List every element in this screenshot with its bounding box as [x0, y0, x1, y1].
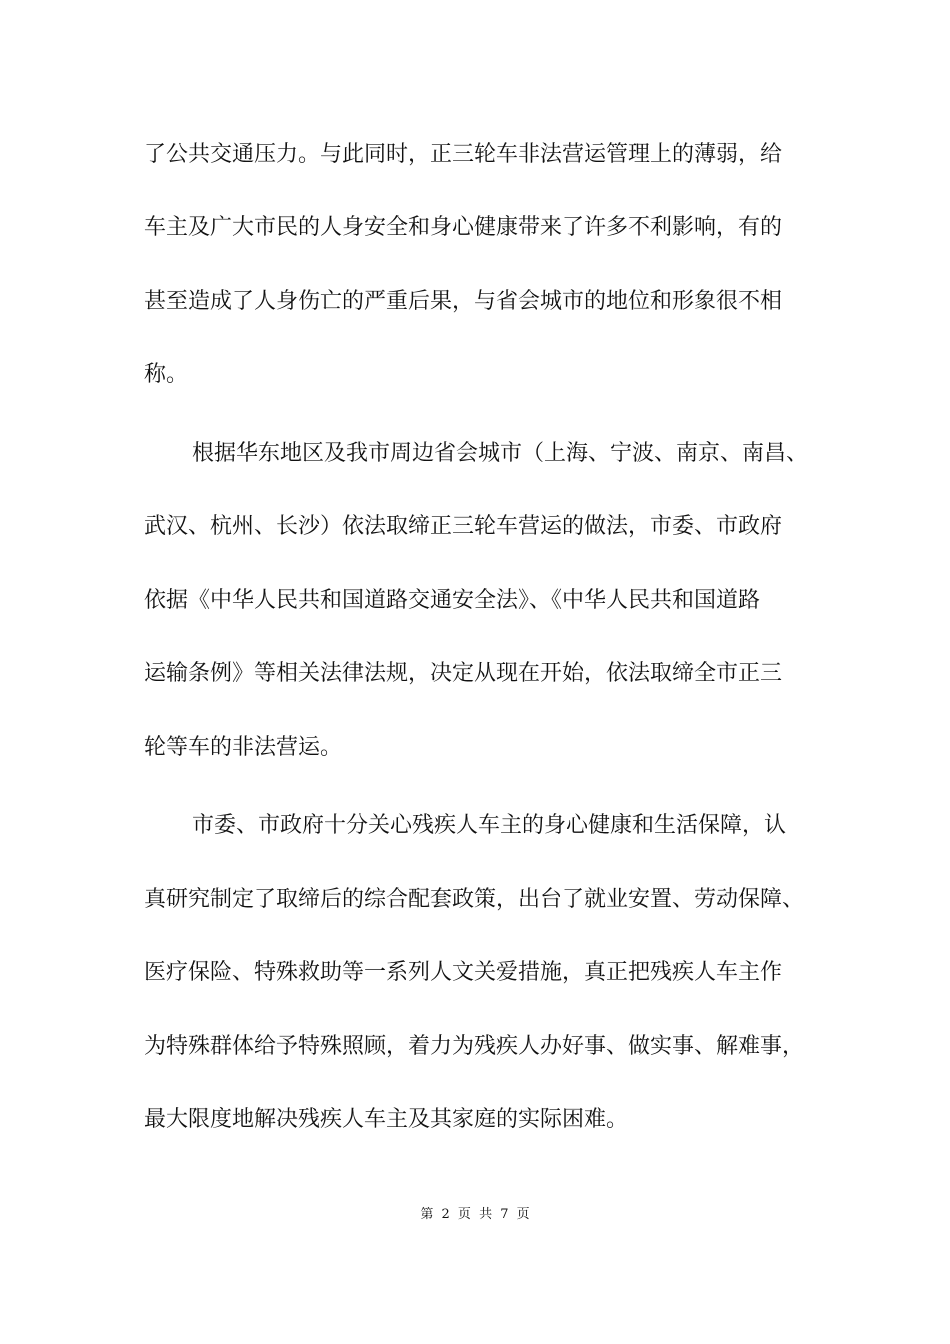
paragraph-1-line-3: 甚至造成了人身伤亡的严重后果，与省会城市的地位和形象很不相 [144, 289, 783, 314]
page-label-mid: 页 [457, 1207, 471, 1222]
page-number-footer [0, 1206, 950, 1224]
paragraph-1-line-4: 称。 [144, 362, 189, 387]
paragraph-3-line-1: 市委、市政府十分关心残疾人车主的身心健康和生活保障，认 [192, 813, 787, 838]
paragraph-2-line-2: 武汉、杭州、长沙）依法取缔正三轮车营运的做法，市委、市政府 [144, 514, 783, 539]
paragraph-3-line-5: 最大限度地解决残疾人车主及其家庭的实际困难。 [144, 1107, 629, 1132]
paragraph-2-line-3: 依据《中华人民共和国道路交通安全法》、《中华人民共和国道路 [144, 588, 761, 613]
paragraph-1-line-1: 了公共交通压力。与此同时，正三轮车非法营运管理上的薄弱，给 [144, 142, 783, 167]
paragraph-3-line-2: 真研究制定了取缔后的综合配套政策，出台了就业安置、劳动保障、 [144, 887, 805, 912]
paragraph-1-line-2: 车主及广大市民的人身安全和身心健康带来了许多不利影响，有的 [144, 215, 783, 240]
page-label-suffix: 页 [516, 1207, 530, 1222]
paragraph-3-line-3: 医疗保险、特殊救助等一系列人文关爱措施，真正把残疾人车主作 [144, 960, 783, 985]
page-label-prefix: 第 [420, 1207, 434, 1222]
paragraph-3-line-4: 为特殊群体给予特殊照顾，着力为残疾人办好事、做实事、解难事， [144, 1034, 805, 1059]
paragraph-2-line-5: 轮等车的非法营运。 [144, 735, 343, 760]
paragraph-2-line-1: 根据华东地区及我市周边省会城市（上海、宁波、南京、南昌、 [192, 441, 809, 466]
paragraph-2-line-4: 运输条例》等相关法律法规，决定从现在开始，依法取缔全市正三 [144, 661, 783, 686]
current-page-number: 2 [441, 1207, 450, 1222]
page-label-total-word: 共 [479, 1207, 493, 1222]
total-pages-number: 7 [500, 1207, 509, 1222]
